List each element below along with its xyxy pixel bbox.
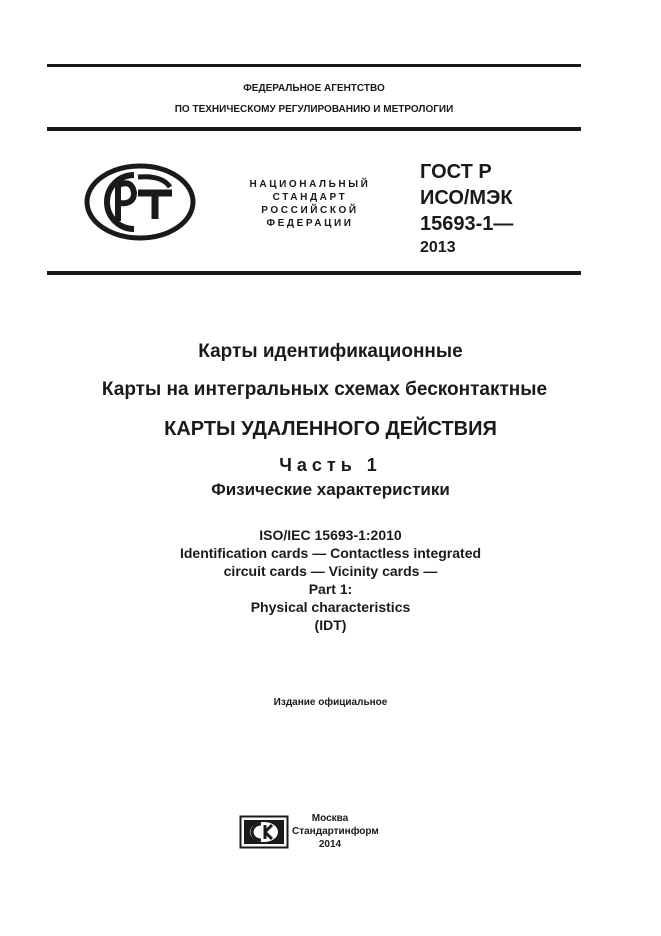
agency-line-1: ФЕДЕРАЛЬНОЕ АГЕНТСТВО [243, 83, 385, 94]
designation-year: 2013 [420, 239, 456, 256]
agency-name [47, 78, 581, 120]
agency-line-2: ПО ТЕХНИЧЕСКОМУ РЕГУЛИРОВАНИЮ И МЕТРОЛОГИИ [174, 104, 454, 115]
natstd-line-4: ФЕДЕРАЦИИ [266, 218, 354, 229]
title-line-3: КАРТЫ УДАЛЕННОГО ДЕЙСТВИЯ [164, 418, 497, 440]
natstd-line-3: РОССИЙСКОЙ [261, 205, 359, 216]
iso-part: Part 1: [308, 581, 353, 597]
part-number: Часть 1 [279, 455, 382, 475]
natstd-line-1: НАЦИОНАЛЬНЫЙ [249, 179, 371, 190]
header-rule [47, 127, 581, 131]
standard-designation [420, 159, 513, 259]
designation-line-1: ГОСТ Р [420, 161, 492, 183]
top-rule [47, 64, 581, 67]
iso-designation: ISO/IEC 15693-1:2010 [259, 527, 402, 543]
title-line-1: Карты идентификационные [198, 341, 463, 362]
part-title: Физические характеристики [211, 480, 450, 499]
standartinform-logo-icon [239, 815, 289, 849]
designation-line-2: ИСО/МЭК [420, 187, 513, 209]
rst-logo-icon [84, 163, 196, 241]
publisher-name: Стандартинформ [292, 826, 379, 837]
natstd-line-2: СТАНДАРТ [272, 192, 348, 203]
publisher-year: 2014 [318, 839, 342, 850]
title-line-2: Карты на интегральных схемах бесконтактные [101, 379, 548, 400]
international-standard-block [0, 526, 661, 634]
designation-line-3: 15693-1— [420, 213, 514, 235]
publisher-city: Москва [311, 813, 349, 824]
national-standard-label [236, 178, 384, 230]
iso-equivalence: (IDT) [314, 617, 347, 633]
publisher-block [292, 812, 379, 851]
edition-label: Издание официальное [273, 697, 388, 708]
iso-title-line-2: circuit cards — Vicinity cards — [223, 563, 438, 579]
iso-part-title: Physical characteristics [250, 599, 411, 615]
designation-rule [47, 271, 581, 275]
iso-title-line-1: Identification cards — Contactless integrated [179, 545, 482, 561]
